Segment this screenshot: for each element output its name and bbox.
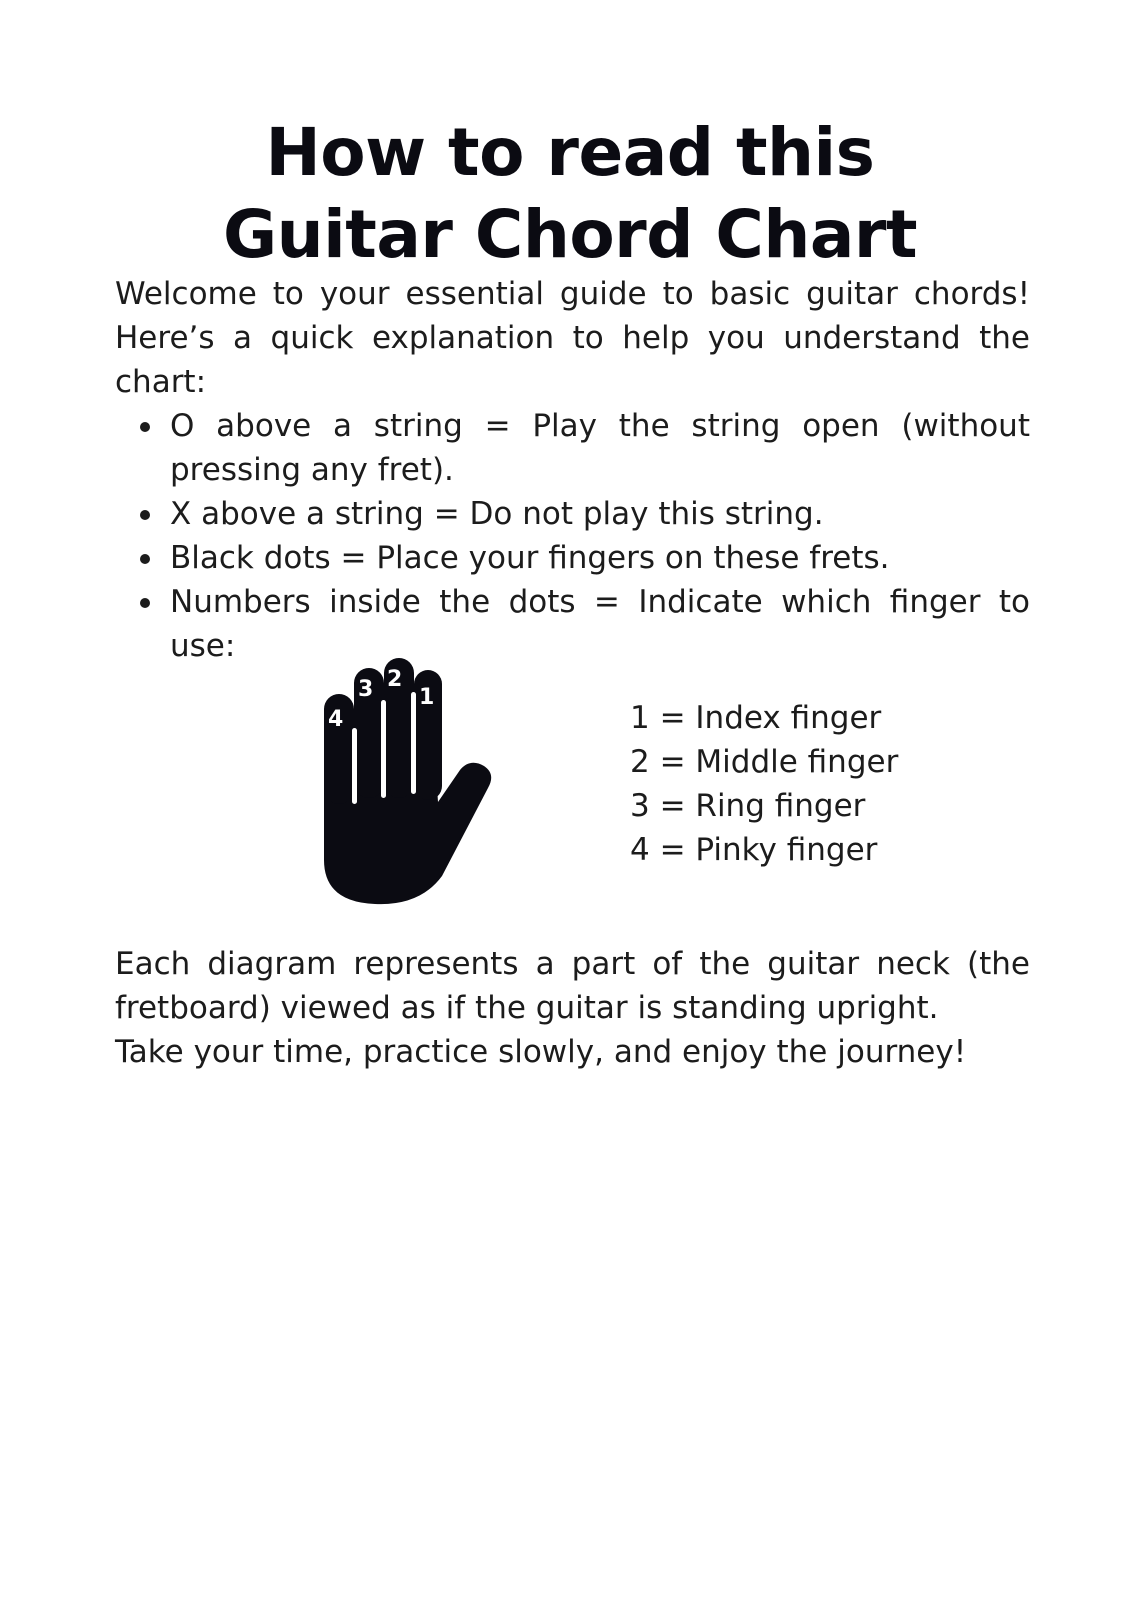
list-item	[115, 492, 1030, 536]
hand-icon	[320, 667, 495, 910]
legend-item-index: 1 = Index finger	[630, 700, 882, 736]
outro-line-3: Take your time, practice slowly, and enjoy the journey!	[115, 1034, 967, 1070]
title-line-1: How to read this	[265, 114, 875, 192]
list-item	[115, 580, 1030, 668]
outro-paragraph	[115, 942, 1030, 1074]
bullet-text-black-dots: Black dots = Place your fingers on these frets.	[170, 540, 890, 576]
list-item	[115, 404, 1030, 492]
bullet-icon	[140, 554, 150, 564]
bullet-icon	[140, 510, 150, 520]
instruction-list	[115, 404, 1030, 668]
page-title	[0, 112, 1140, 276]
outro-line-1: Each diagram represents a part of the guitar neck (the	[115, 946, 1030, 982]
legend-item-middle: 2 = Middle finger	[630, 744, 899, 780]
intro-paragraph: Welcome to your essential guide to basic guitar chords! Here’s a quick explanation to help you understand the chart:	[115, 276, 1030, 400]
bullet-icon	[140, 598, 150, 608]
bullet-text-muted-string: X above a string = Do not play this string.	[170, 496, 824, 532]
finger-label-4: 4	[328, 707, 344, 732]
bullet-text-finger-numbers: Numbers inside the dots = Indicate which finger to use:	[170, 584, 1030, 664]
finger-label-3: 3	[358, 677, 374, 702]
legend-item-ring: 3 = Ring finger	[630, 788, 866, 824]
title-line-2: Guitar Chord Chart	[223, 196, 917, 274]
finger-legend	[630, 696, 898, 872]
bullet-text-open-string: O above a string = Play the string open (without pressing any fret).	[170, 408, 1030, 488]
legend-item-pinky: 4 = Pinky finger	[630, 832, 878, 868]
finger-label-1: 1	[419, 685, 435, 710]
finger-label-2: 2	[387, 667, 403, 692]
list-item	[115, 536, 1030, 580]
outro-line-2: fretboard) viewed as if the guitar is standing upright.	[115, 990, 939, 1026]
bullet-icon	[140, 422, 150, 432]
